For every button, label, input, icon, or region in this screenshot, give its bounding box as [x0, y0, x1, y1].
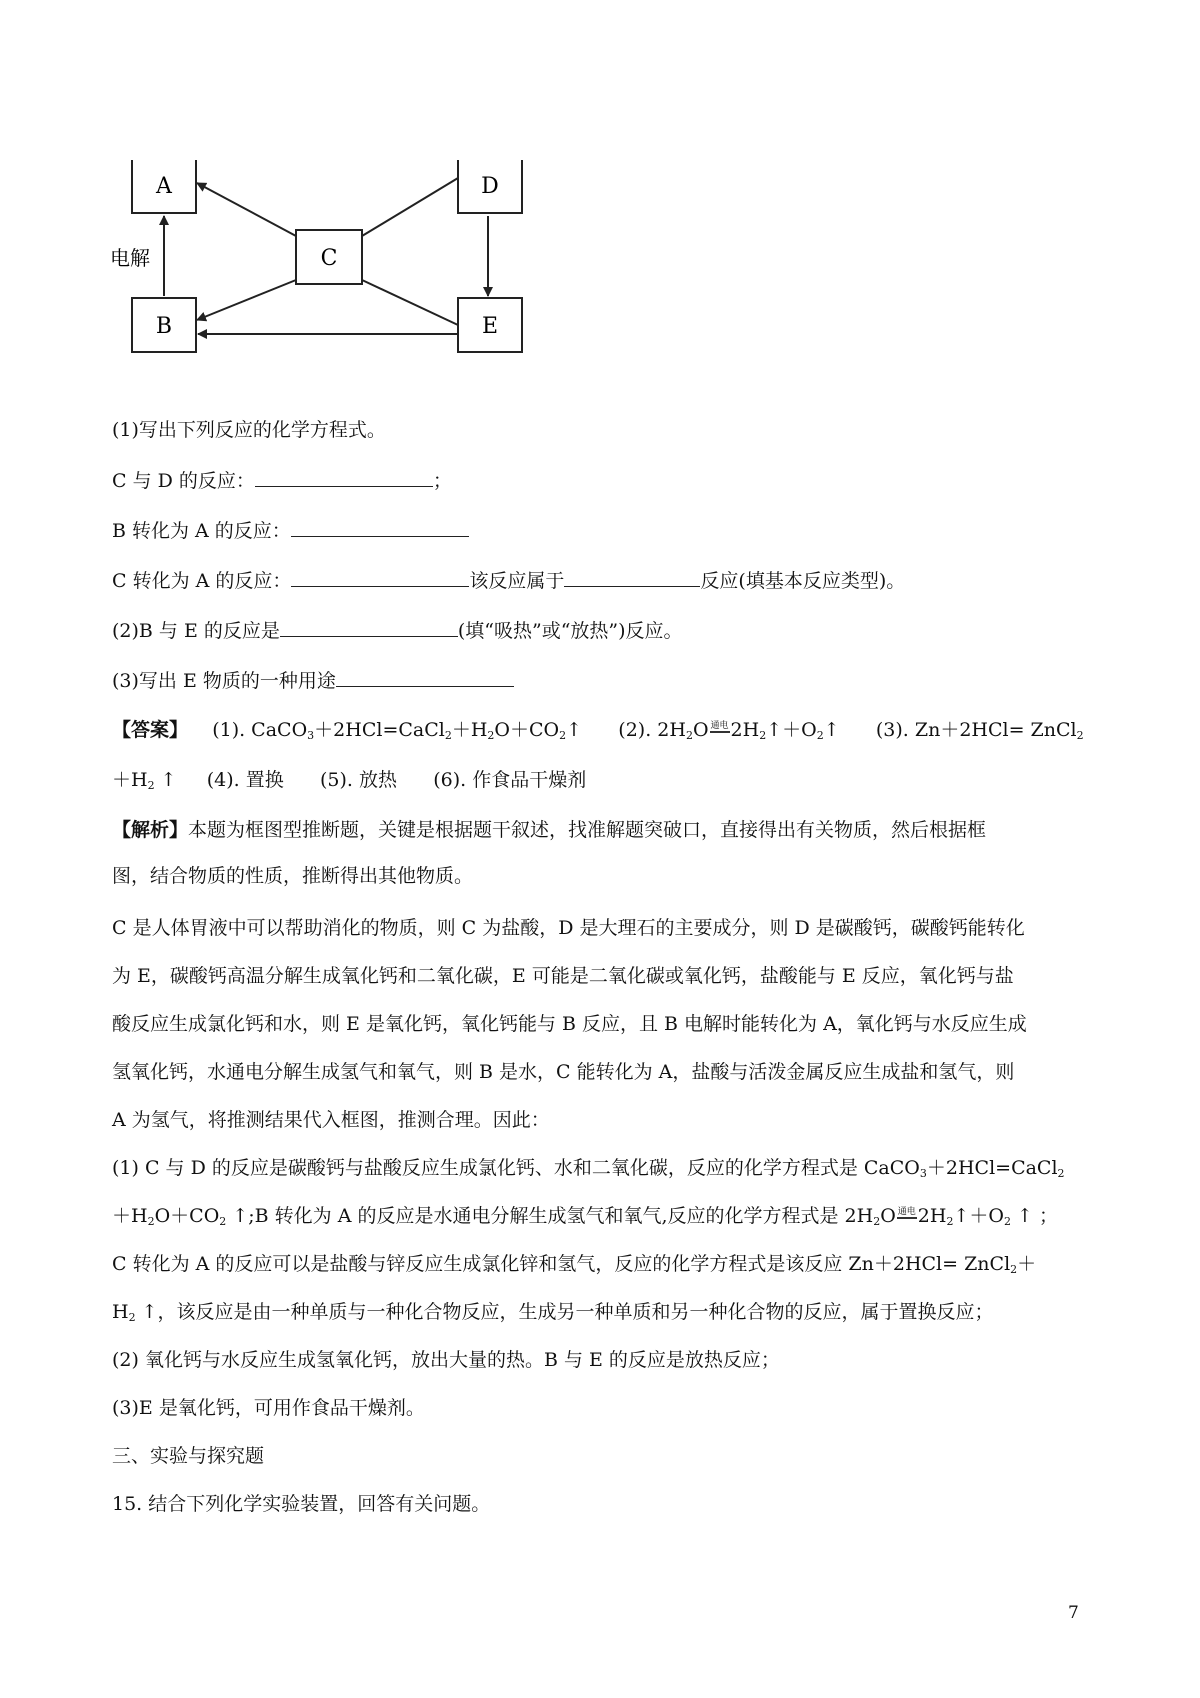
page-number: 7 [1068, 1603, 1079, 1623]
analysis-line-12: (2) 氧化钙与水反应生成氢氧化钙，放出大量的热。B 与 E 的反应是放热反应； [112, 1349, 780, 1371]
node-a-label: A [156, 174, 172, 199]
electrolysis-condition-2: 通电 [897, 1207, 916, 1217]
q1-ca-mid: 该反应属于 [469, 570, 565, 592]
electrolysis-label: 电解 [110, 246, 150, 270]
answer-4: (4). 置换 [206, 769, 284, 791]
analysis-label: 【解析】 [112, 819, 189, 841]
answer-2: (2). $2H_2O$ 通电 $2H_2↑+O_2↑$ [618, 719, 840, 742]
analysis-line-5: 酸反应生成氯化钙和水，则 E 是氧化钙，氧化钙能与 B 反应，且 B 电解时能转化为 A，氧化钙与水反应生成 [112, 1013, 1027, 1035]
answer-3: (3). Zn＋2HCl= ZnCl$_2$ [875, 719, 1084, 742]
answer-label: 【答案】 [112, 719, 189, 741]
reaction-flow-diagram [100, 160, 580, 400]
answer-line-2: $+H_2$ ↑ (4). 置换 (5). 放热 (6). 作食品干燥剂 [112, 769, 587, 792]
q1-ba-blank [291, 516, 469, 537]
q3-blank [336, 666, 514, 687]
node-c-label: C [320, 246, 338, 271]
electrolysis-condition: 通电 [710, 721, 729, 731]
edge-c-e [362, 280, 458, 325]
analysis-line-11: $H_2$ ↑，该反应是由一种单质与一种化合物反应，生成另一种单质和另一种化合物的反应，属于置换反应； [112, 1301, 994, 1324]
answer-1: (1). $CaCO_3+2HCl=CaCl_2+H_2O+CO_2↑$ [212, 719, 583, 742]
analysis-line-3: C 是人体胃液中可以帮助消化的物质，则 C 为盐酸，D 是大理石的主要成分，则 D 是碳酸钙，碳酸钙能转化 [112, 917, 1025, 939]
node-e-label: E [481, 314, 499, 339]
q3-line [112, 666, 514, 695]
q1-ca-line [112, 566, 905, 595]
q1-cd-blank [255, 466, 433, 487]
q1-cd-line [112, 466, 452, 495]
q1-ca-end: 反应(填基本反应类型)。 [700, 570, 906, 592]
q1-ca-blank [291, 566, 469, 587]
q2-end: (填“吸热”或“放热”)反应。 [457, 620, 683, 642]
edge-c-to-b [197, 280, 296, 320]
node-b-label: B [155, 314, 173, 339]
analysis-line-10: C 转化为 A 的反应可以是盐酸与锌反应生成氯化锌和氢气，反应的化学方程式是该反应 Zn＋2HCl= ZnCl$_2$＋ [112, 1253, 1037, 1276]
section-heading: 三、实验与探究题 [112, 1445, 265, 1467]
q3-label: (3)写出 E 物质的一种用途 [112, 670, 336, 692]
q2-blank [280, 616, 458, 637]
q1-intro: (1)写出下列反应的化学方程式。 [112, 419, 386, 441]
analysis-line-7: A 为氢气，将推测结果代入框图，推测合理。因此： [112, 1109, 550, 1131]
answer-5: (5). 放热 [320, 769, 397, 791]
answer-6: (6). 作食品干燥剂 [433, 769, 587, 791]
q1-ca-label: C 转化为 A 的反应： [112, 570, 292, 592]
edge-d-c [362, 178, 458, 236]
q1-cd-end: ； [432, 470, 452, 492]
q1-ba-label: B 转化为 A 的反应： [112, 520, 291, 542]
q1-ba-line [112, 516, 469, 545]
edge-c-to-a [197, 183, 296, 236]
q1-ca-type-blank [564, 566, 700, 587]
analysis-line-6: 氢氧化钙，水通电分解生成氢气和氧气，则 B 是水，C 能转化为 A，盐酸与活泼金属反应生成盐和氢气，则 [112, 1061, 1015, 1083]
question-15: 15. 结合下列化学实验装置，回答有关问题。 [112, 1493, 491, 1515]
analysis-line-13: (3)E 是氧化钙，可用作食品干燥剂。 [112, 1397, 425, 1419]
q1-cd-label: C 与 D 的反应： [112, 470, 255, 492]
node-d-label: D [481, 174, 499, 199]
q2-label: (2)B 与 E 的反应是 [112, 620, 280, 642]
analysis-line-9: $+H_2O+CO_2$ ↑;B 转化为 A 的反应是水通电分解生成氢气和氧气,反应的化学方程式是 $2H_2O$ 通电 $2H_2↑+O_2$ ↑ ； [112, 1205, 1058, 1228]
analysis-line-1: 【解析】本题为框图型推断题，关键是根据题干叙述，找准解题突破口，直接得出有关物质，然后根据框 [112, 819, 987, 841]
q2-line [112, 616, 683, 645]
analysis-line-8: (1) C 与 D 的反应是碳酸钙与盐酸反应生成氯化钙、水和二氧化碳，反应的化学方程式是 CaCO$_3$＋2HCl=CaCl$_2$ [112, 1157, 1065, 1180]
analysis-line-2: 图，结合物质的性质，推断得出其他物质。 [112, 865, 474, 887]
analysis-line-4: 为 E，碳酸钙高温分解生成氧化钙和二氧化碳，E 可能是二氧化碳或氧化钙，盐酸能与 E 反应，氧化钙与盐 [112, 965, 1014, 987]
answer-line-1 [112, 716, 1084, 744]
